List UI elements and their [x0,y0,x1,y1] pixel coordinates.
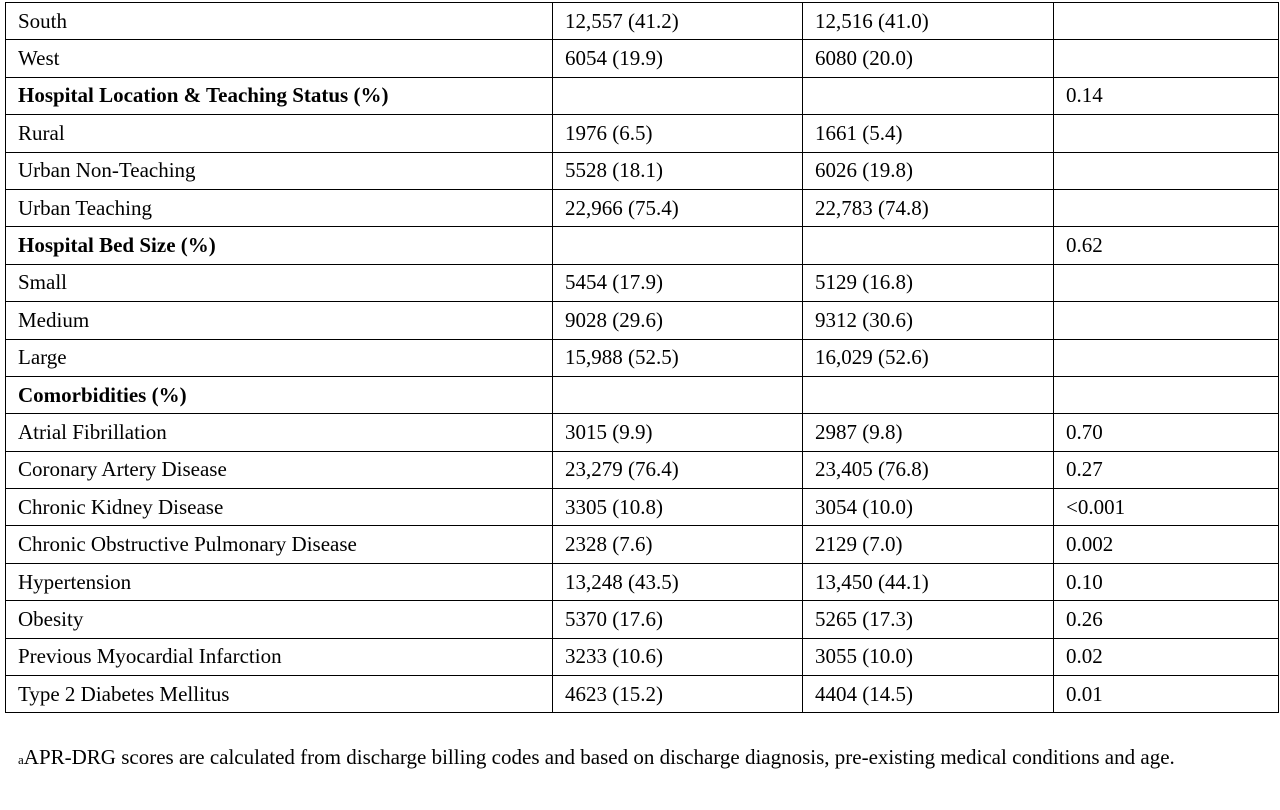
table-row [6,526,1279,563]
group1-value-cell: 3015 (9.9) [553,414,803,451]
group2-value-cell: 5265 (17.3) [803,601,1054,638]
row-label-cell: Hospital Location & Teaching Status (%) [6,77,553,114]
table-row [6,563,1279,600]
table-row [6,414,1279,451]
p-value-cell: 0.01 [1054,676,1279,713]
p-value-cell [1054,264,1279,301]
group2-value-cell: 16,029 (52.6) [803,339,1054,376]
group2-value-cell: 13,450 (44.1) [803,563,1054,600]
p-value-cell: 0.10 [1054,563,1279,600]
table-row [6,601,1279,638]
group1-value-cell: 13,248 (43.5) [553,563,803,600]
table-row [6,676,1279,713]
p-value-cell: 0.02 [1054,638,1279,675]
table-row [6,189,1279,226]
row-label-cell: West [6,40,553,77]
group1-value-cell: 12,557 (41.2) [553,3,803,40]
table-row [6,489,1279,526]
p-value-cell [1054,189,1279,226]
table-row [6,40,1279,77]
group1-value-cell: 3305 (10.8) [553,489,803,526]
group2-value-cell: 3054 (10.0) [803,489,1054,526]
section-header-row [6,376,1279,413]
footnote [18,740,1258,775]
group2-value-cell: 5129 (16.8) [803,264,1054,301]
row-label-cell: Large [6,339,553,376]
group2-value-cell: 23,405 (76.8) [803,451,1054,488]
p-value-cell: 0.14 [1054,77,1279,114]
table-body [6,3,1279,713]
group2-value-cell: 22,783 (74.8) [803,189,1054,226]
section-header-row [6,77,1279,114]
group2-value-cell: 2987 (9.8) [803,414,1054,451]
group2-value-cell: 4404 (14.5) [803,676,1054,713]
group1-value-cell: 5370 (17.6) [553,601,803,638]
row-label-cell: Type 2 Diabetes Mellitus [6,676,553,713]
group1-value-cell: 3233 (10.6) [553,638,803,675]
row-label-cell: Urban Non-Teaching [6,152,553,189]
p-value-cell: 0.70 [1054,414,1279,451]
group2-value-cell [803,77,1054,114]
footnote-marker: a [18,752,24,767]
row-label-cell: Chronic Obstructive Pulmonary Disease [6,526,553,563]
p-value-cell [1054,115,1279,152]
group1-value-cell: 15,988 (52.5) [553,339,803,376]
row-label-cell: Urban Teaching [6,189,553,226]
table-row [6,115,1279,152]
row-label-cell: Rural [6,115,553,152]
row-label-cell: Coronary Artery Disease [6,451,553,488]
group1-value-cell: 5528 (18.1) [553,152,803,189]
p-value-cell: 0.002 [1054,526,1279,563]
data-table [5,2,1279,713]
group1-value-cell: 5454 (17.9) [553,264,803,301]
row-label-cell: Atrial Fibrillation [6,414,553,451]
group1-value-cell: 6054 (19.9) [553,40,803,77]
group1-value-cell [553,77,803,114]
table-row [6,302,1279,339]
group2-value-cell: 6026 (19.8) [803,152,1054,189]
group2-value-cell [803,227,1054,264]
footnote-text: APR-DRG scores are calculated from discharge billing codes and based on discharge diagnosis, pre-existing medical conditions and age. [23,745,1175,769]
group2-value-cell: 2129 (7.0) [803,526,1054,563]
row-label-cell: Previous Myocardial Infarction [6,638,553,675]
row-label-cell: South [6,3,553,40]
table-row [6,3,1279,40]
row-label-cell: Small [6,264,553,301]
table-row [6,264,1279,301]
p-value-cell: 0.26 [1054,601,1279,638]
p-value-cell: <0.001 [1054,489,1279,526]
table-row [6,152,1279,189]
group1-value-cell: 2328 (7.6) [553,526,803,563]
group2-value-cell: 3055 (10.0) [803,638,1054,675]
table-row [6,451,1279,488]
group1-value-cell: 1976 (6.5) [553,115,803,152]
group1-value-cell: 23,279 (76.4) [553,451,803,488]
group2-value-cell: 9312 (30.6) [803,302,1054,339]
table-row [6,339,1279,376]
section-header-row [6,227,1279,264]
group1-value-cell: 9028 (29.6) [553,302,803,339]
p-value-cell [1054,302,1279,339]
row-label-cell: Hypertension [6,563,553,600]
table-row [6,638,1279,675]
p-value-cell [1054,3,1279,40]
p-value-cell: 0.62 [1054,227,1279,264]
p-value-cell [1054,339,1279,376]
group2-value-cell: 6080 (20.0) [803,40,1054,77]
p-value-cell [1054,40,1279,77]
group2-value-cell: 12,516 (41.0) [803,3,1054,40]
row-label-cell: Comorbidities (%) [6,376,553,413]
p-value-cell [1054,152,1279,189]
group1-value-cell [553,376,803,413]
group2-value-cell [803,376,1054,413]
p-value-cell: 0.27 [1054,451,1279,488]
group1-value-cell: 22,966 (75.4) [553,189,803,226]
row-label-cell: Hospital Bed Size (%) [6,227,553,264]
group2-value-cell: 1661 (5.4) [803,115,1054,152]
row-label-cell: Obesity [6,601,553,638]
group1-value-cell: 4623 (15.2) [553,676,803,713]
group1-value-cell [553,227,803,264]
p-value-cell [1054,376,1279,413]
row-label-cell: Chronic Kidney Disease [6,489,553,526]
row-label-cell: Medium [6,302,553,339]
